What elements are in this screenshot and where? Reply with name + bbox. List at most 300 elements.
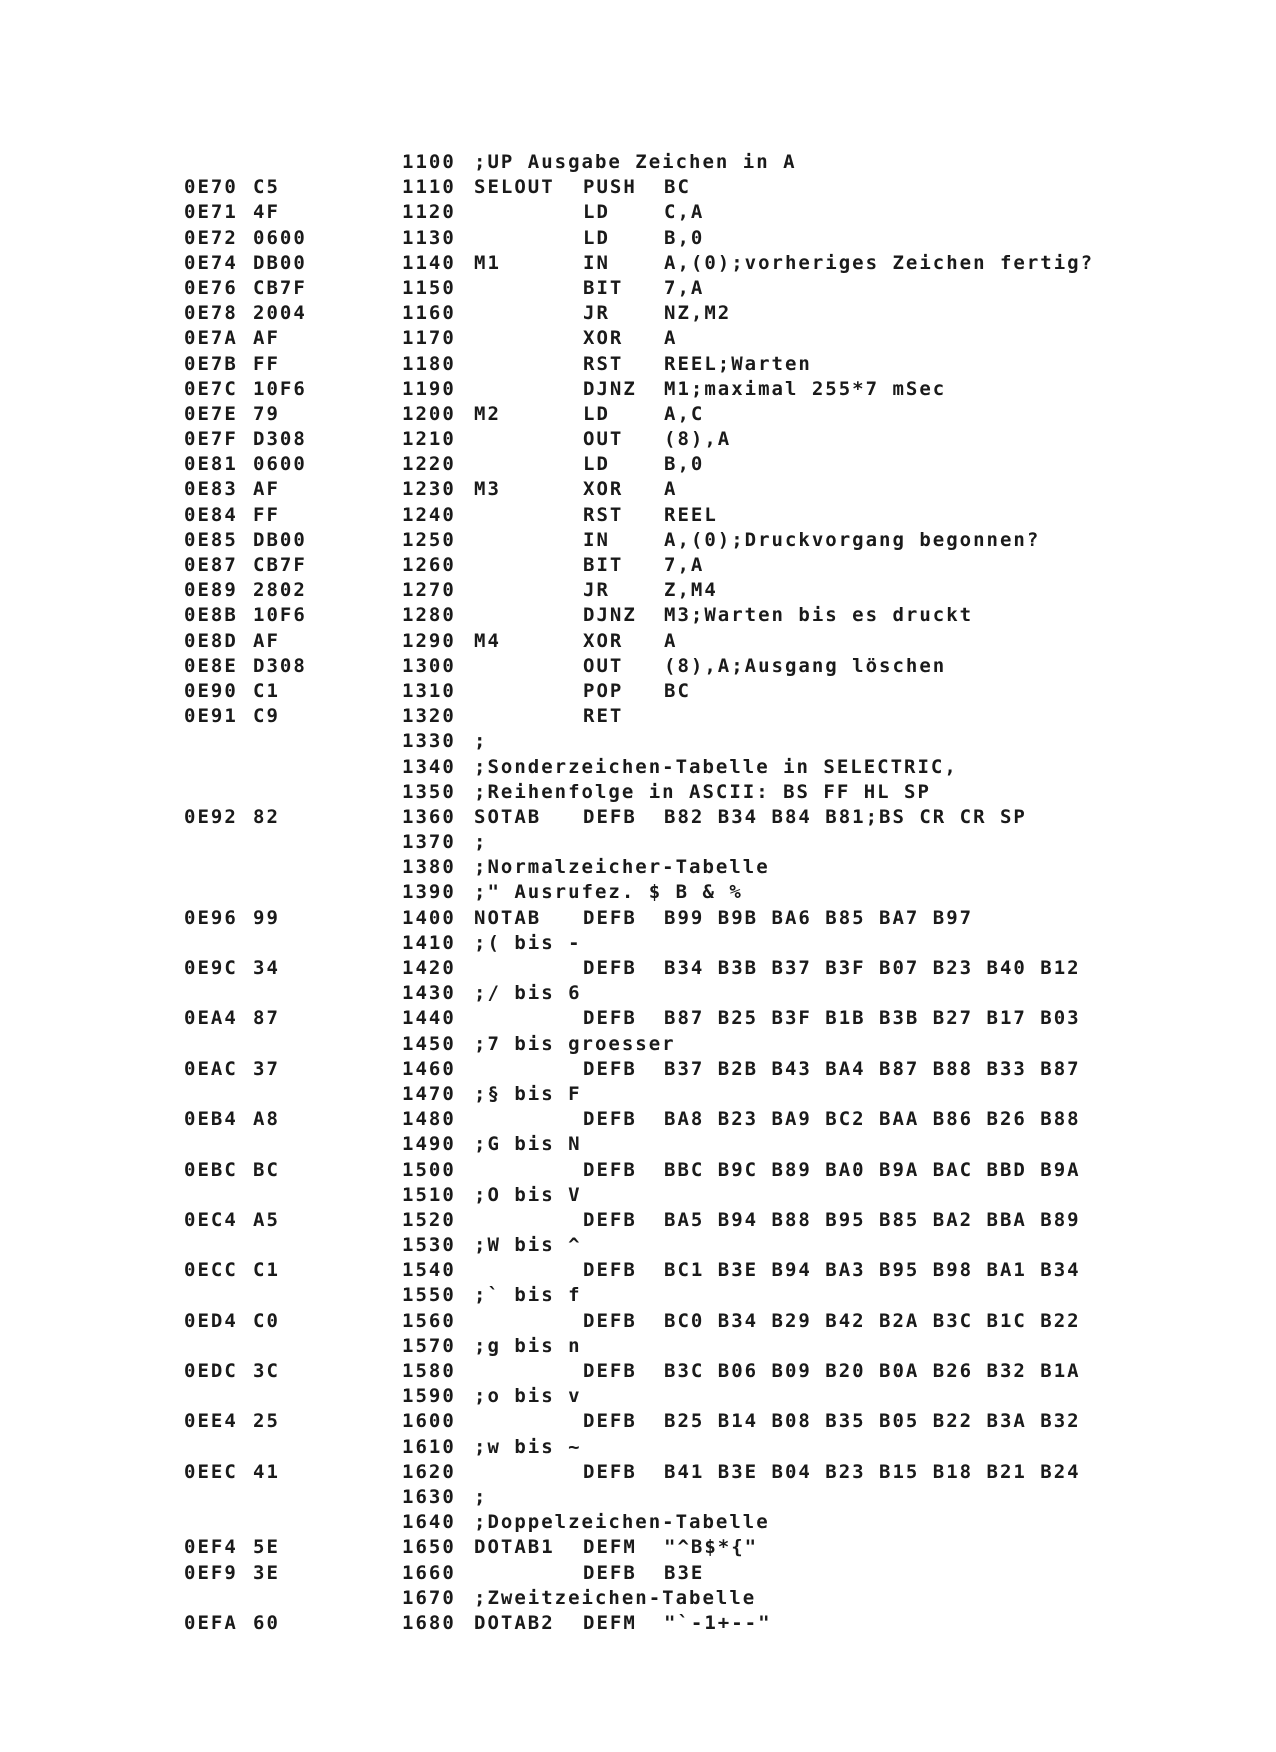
line-number-field: 1140: [402, 251, 456, 274]
machine-code-field: CB7F: [253, 276, 307, 299]
line-number-field: 1280: [402, 604, 456, 627]
comment-field: ;§ bis F: [474, 1082, 582, 1105]
machine-code-field: 4F: [253, 201, 280, 224]
comment-field: ;( bis -: [474, 931, 582, 954]
operand-field: B82 B34 B84 B81;BS CR CR SP: [664, 805, 1027, 828]
listing-line: [0, 1006, 1276, 1031]
operand-field: B34 B3B B37 B3F B07 B23 B40 B12: [664, 957, 1081, 979]
line-number-field: 1330: [402, 730, 456, 753]
listing-line: [0, 1384, 1276, 1409]
listing-line: [0, 1132, 1276, 1157]
machine-code-field: AF: [253, 629, 280, 652]
opcode-field: LD: [583, 226, 610, 249]
listing-line: [0, 377, 1276, 402]
listing-line: [0, 251, 1276, 276]
machine-code-field: AF: [253, 478, 280, 501]
listing-line: [0, 704, 1276, 729]
listing-line: [0, 301, 1276, 326]
opcode-field: DEFB: [583, 1561, 637, 1584]
operand-field: BC0 B34 B29 B42 B2A B3C B1C B22: [664, 1309, 1081, 1332]
opcode-field: XOR: [583, 478, 624, 501]
label-field: M3: [474, 478, 501, 501]
address-field: 0EA4: [184, 1007, 238, 1030]
address-field: 0E90: [184, 679, 238, 702]
operand-field: "^B$*{": [664, 1536, 759, 1559]
operand-field: A: [664, 478, 678, 501]
machine-code-field: 10F6: [253, 377, 307, 400]
machine-code-field: C5: [253, 176, 280, 199]
operand-field: BA8 B23 BA9 BC2 BAA B86 B26 B88: [664, 1108, 1081, 1131]
listing-line: [0, 981, 1276, 1006]
opcode-field: LD: [583, 453, 610, 476]
line-number-field: 1480: [402, 1108, 456, 1131]
operand-field: B99 B9B BA6 B85 BA7 B97: [664, 906, 974, 929]
machine-code-field: 79: [253, 402, 280, 425]
listing-line: [0, 880, 1276, 905]
listing-line: [0, 452, 1276, 477]
machine-code-field: DB00: [253, 528, 307, 551]
opcode-field: IN: [583, 528, 610, 551]
listing-line: [0, 931, 1276, 956]
operand-field: REEL: [664, 503, 718, 526]
listing-line: [0, 805, 1276, 830]
comment-field: ;G bis N: [474, 1133, 582, 1156]
line-number-field: 1260: [402, 554, 456, 576]
machine-code-field: 3E: [253, 1561, 280, 1584]
line-number-field: 1410: [402, 931, 456, 954]
listing-line: [0, 1535, 1276, 1560]
opcode-field: DEFB: [583, 1410, 637, 1433]
address-field: 0EF9: [184, 1561, 238, 1584]
operand-field: BBC B9C B89 BA0 B9A BAC BBD B9A: [664, 1158, 1081, 1181]
comment-field: ;w bis ~: [474, 1435, 582, 1458]
listing-line: [0, 150, 1276, 175]
line-number-field: 1340: [402, 755, 456, 778]
opcode-field: RST: [583, 503, 624, 526]
opcode-field: DEFM: [583, 1536, 637, 1559]
listing-line: [0, 755, 1276, 780]
machine-code-field: 2802: [253, 579, 307, 602]
address-field: 0EE4: [184, 1410, 238, 1433]
listing-line: [0, 1032, 1276, 1057]
listing-line: [0, 729, 1276, 754]
line-number-field: 1580: [402, 1360, 456, 1382]
machine-code-field: BC: [253, 1158, 280, 1181]
listing-line: [0, 1208, 1276, 1233]
opcode-field: LD: [583, 201, 610, 224]
opcode-field: DEFB: [583, 957, 637, 979]
listing-line: [0, 830, 1276, 855]
operand-field: B37 B2B B43 BA4 B87 B88 B33 B87: [664, 1057, 1081, 1080]
assembler-listing: [0, 150, 1276, 1636]
listing-line: [0, 629, 1276, 654]
opcode-field: PUSH: [583, 176, 637, 199]
line-number-field: 1420: [402, 957, 456, 979]
line-number-field: 1130: [402, 226, 456, 249]
operand-field: NZ,M2: [664, 302, 732, 325]
machine-code-field: 5E: [253, 1536, 280, 1559]
address-field: 0E74: [184, 251, 238, 274]
operand-field: B3C B06 B09 B20 B0A B26 B32 B1A: [664, 1360, 1081, 1382]
address-field: 0EBC: [184, 1158, 238, 1181]
address-field: 0E85: [184, 528, 238, 551]
line-number-field: 1220: [402, 453, 456, 476]
listing-line: [0, 1334, 1276, 1359]
address-field: 0E7C: [184, 377, 238, 400]
comment-field: ;Normalzeicher-Tabelle: [474, 856, 770, 879]
comment-field: ;` bis f: [474, 1284, 582, 1307]
operand-field: REEL;Warten: [664, 352, 812, 375]
comment-field: ;g bis n: [474, 1334, 582, 1357]
address-field: 0E91: [184, 705, 238, 728]
listing-line: [0, 1158, 1276, 1183]
line-number-field: 1500: [402, 1158, 456, 1181]
machine-code-field: 82: [253, 805, 280, 828]
operand-field: M1;maximal 255*7 mSec: [664, 377, 947, 400]
address-field: 0E9C: [184, 957, 238, 979]
line-number-field: 1460: [402, 1057, 456, 1080]
listing-line: [0, 1460, 1276, 1485]
line-number-field: 1680: [402, 1611, 456, 1634]
listing-line: [0, 276, 1276, 301]
line-number-field: 1450: [402, 1032, 456, 1055]
listing-line: [0, 1586, 1276, 1611]
listing-line: [0, 553, 1276, 578]
address-field: 0E8E: [184, 654, 238, 677]
line-number-field: 1180: [402, 352, 456, 375]
listing-line: [0, 503, 1276, 528]
comment-field: ;Zweitzeichen-Tabelle: [474, 1586, 757, 1609]
address-field: 0EF4: [184, 1536, 238, 1559]
address-field: 0ED4: [184, 1309, 238, 1332]
machine-code-field: 87: [253, 1007, 280, 1030]
line-number-field: 1440: [402, 1007, 456, 1030]
line-number-field: 1550: [402, 1284, 456, 1307]
comment-field: ;: [474, 730, 488, 753]
machine-code-field: 0600: [253, 226, 307, 249]
line-number-field: 1320: [402, 705, 456, 728]
listing-line: [0, 427, 1276, 452]
line-number-field: 1610: [402, 1435, 456, 1458]
address-field: 0E89: [184, 579, 238, 602]
listing-line: [0, 654, 1276, 679]
address-field: 0EB4: [184, 1108, 238, 1131]
line-number-field: 1600: [402, 1410, 456, 1433]
machine-code-field: D308: [253, 654, 307, 677]
label-field: DOTAB1: [474, 1536, 555, 1559]
opcode-field: DEFB: [583, 1007, 637, 1030]
comment-field: ;Reihenfolge in ASCII: BS FF HL SP: [474, 780, 931, 803]
address-field: 0E70: [184, 176, 238, 199]
machine-code-field: 2004: [253, 302, 307, 325]
operand-field: A: [664, 629, 678, 652]
machine-code-field: C1: [253, 1259, 280, 1282]
listing-line: [0, 1485, 1276, 1510]
listing-line: [0, 1409, 1276, 1434]
comment-field: ;W bis ^: [474, 1234, 582, 1257]
opcode-field: DEFM: [583, 1611, 637, 1634]
line-number-field: 1350: [402, 780, 456, 803]
listing-line: [0, 906, 1276, 931]
listing-line: [0, 402, 1276, 427]
address-field: 0E7E: [184, 402, 238, 425]
operand-field: "`-1+--": [664, 1611, 772, 1634]
address-field: 0E87: [184, 554, 238, 576]
line-number-field: 1590: [402, 1385, 456, 1408]
machine-code-field: CB7F: [253, 554, 307, 576]
address-field: 0EAC: [184, 1057, 238, 1080]
label-field: M2: [474, 402, 501, 425]
line-number-field: 1380: [402, 856, 456, 879]
opcode-field: DEFB: [583, 1309, 637, 1332]
opcode-field: DEFB: [583, 1057, 637, 1080]
machine-code-field: D308: [253, 428, 307, 451]
operand-field: B,0: [664, 453, 705, 476]
line-number-field: 1290: [402, 629, 456, 652]
machine-code-field: A5: [253, 1208, 280, 1231]
address-field: 0E83: [184, 478, 238, 501]
opcode-field: DEFB: [583, 1460, 637, 1483]
machine-code-field: C9: [253, 705, 280, 728]
listing-line: [0, 226, 1276, 251]
opcode-field: DJNZ: [583, 604, 637, 627]
line-number-field: 1120: [402, 201, 456, 224]
line-number-field: 1430: [402, 982, 456, 1005]
address-field: 0ECC: [184, 1259, 238, 1282]
line-number-field: 1470: [402, 1082, 456, 1105]
listing-line: [0, 477, 1276, 502]
opcode-field: DEFB: [583, 906, 637, 929]
opcode-field: DEFB: [583, 1360, 637, 1382]
listing-line: [0, 1082, 1276, 1107]
opcode-field: DEFB: [583, 1208, 637, 1231]
opcode-field: BIT: [583, 276, 624, 299]
line-number-field: 1170: [402, 327, 456, 350]
machine-code-field: C0: [253, 1309, 280, 1332]
address-field: 0EDC: [184, 1360, 238, 1382]
operand-field: C,A: [664, 201, 705, 224]
address-field: 0E76: [184, 276, 238, 299]
opcode-field: JR: [583, 579, 610, 602]
address-field: 0E7B: [184, 352, 238, 375]
machine-code-field: 3C: [253, 1360, 280, 1382]
address-field: 0EC4: [184, 1208, 238, 1231]
listing-line: [0, 1561, 1276, 1586]
opcode-field: IN: [583, 251, 610, 274]
line-number-field: 1560: [402, 1309, 456, 1332]
comment-field: ;: [474, 831, 488, 854]
line-number-field: 1250: [402, 528, 456, 551]
line-number-field: 1670: [402, 1586, 456, 1609]
line-number-field: 1150: [402, 276, 456, 299]
comment-field: ;" Ausrufez. $ B & %: [474, 881, 743, 904]
opcode-field: XOR: [583, 327, 624, 350]
opcode-field: JR: [583, 302, 610, 325]
machine-code-field: 37: [253, 1057, 280, 1080]
listing-line: [0, 352, 1276, 377]
listing-line: [0, 326, 1276, 351]
opcode-field: POP: [583, 679, 624, 702]
line-number-field: 1540: [402, 1259, 456, 1282]
line-number-field: 1510: [402, 1183, 456, 1206]
comment-field: ;: [474, 1485, 488, 1508]
comment-field: ;Sonderzeichen-Tabelle in SELECTRIC,: [474, 755, 958, 778]
address-field: 0EFA: [184, 1611, 238, 1634]
operand-field: B,0: [664, 226, 705, 249]
listing-line: [0, 200, 1276, 225]
listing-line: [0, 1611, 1276, 1636]
opcode-field: RET: [583, 705, 624, 728]
opcode-field: OUT: [583, 428, 624, 451]
opcode-field: BIT: [583, 554, 624, 576]
listing-line: [0, 1359, 1276, 1384]
machine-code-field: 34: [253, 957, 280, 979]
listing-line: [0, 175, 1276, 200]
opcode-field: DJNZ: [583, 377, 637, 400]
listing-line: [0, 855, 1276, 880]
operand-field: A: [664, 327, 678, 350]
line-number-field: 1640: [402, 1511, 456, 1534]
line-number-field: 1200: [402, 402, 456, 425]
line-number-field: 1230: [402, 478, 456, 501]
line-number-field: 1400: [402, 906, 456, 929]
label-field: M4: [474, 629, 501, 652]
listing-line: [0, 679, 1276, 704]
operand-field: A,(0);vorheriges Zeichen fertig?: [664, 251, 1095, 274]
line-number-field: 1240: [402, 503, 456, 526]
operand-field: BC: [664, 176, 691, 199]
line-number-field: 1110: [402, 176, 456, 199]
operand-field: BC: [664, 679, 691, 702]
line-number-field: 1620: [402, 1460, 456, 1483]
operand-field: A,C: [664, 402, 705, 425]
listing-line: [0, 528, 1276, 553]
operand-field: A,(0);Druckvorgang begonnen?: [664, 528, 1041, 551]
label-field: SOTAB: [474, 805, 542, 828]
line-number-field: 1270: [402, 579, 456, 602]
line-number-field: 1300: [402, 654, 456, 677]
machine-code-field: FF: [253, 503, 280, 526]
opcode-field: XOR: [583, 629, 624, 652]
line-number-field: 1360: [402, 805, 456, 828]
address-field: 0EEC: [184, 1460, 238, 1483]
line-number-field: 1490: [402, 1133, 456, 1156]
address-field: 0E96: [184, 906, 238, 929]
opcode-field: DEFB: [583, 1108, 637, 1131]
listing-line: [0, 956, 1276, 981]
line-number-field: 1310: [402, 679, 456, 702]
listing-line: [0, 603, 1276, 628]
machine-code-field: 25: [253, 1410, 280, 1433]
listing-line: [0, 1258, 1276, 1283]
machine-code-field: 60: [253, 1611, 280, 1634]
label-field: NOTAB: [474, 906, 542, 929]
listing-line: [0, 1183, 1276, 1208]
address-field: 0E8D: [184, 629, 238, 652]
comment-field: ;UP Ausgabe Zeichen in A: [474, 151, 797, 173]
line-number-field: 1570: [402, 1334, 456, 1357]
line-number-field: 1160: [402, 302, 456, 325]
line-number-field: 1520: [402, 1208, 456, 1231]
comment-field: ;o bis v: [474, 1385, 582, 1408]
opcode-field: RST: [583, 352, 624, 375]
address-field: 0E7F: [184, 428, 238, 451]
line-number-field: 1530: [402, 1234, 456, 1257]
opcode-field: DEFB: [583, 805, 637, 828]
operand-field: 7,A: [664, 276, 705, 299]
operand-field: Z,M4: [664, 579, 718, 602]
opcode-field: OUT: [583, 654, 624, 677]
address-field: 0E92: [184, 805, 238, 828]
operand-field: (8),A: [664, 428, 732, 451]
operand-field: B3E: [664, 1561, 705, 1584]
operand-field: 7,A: [664, 554, 705, 576]
comment-field: ;/ bis 6: [474, 982, 582, 1005]
machine-code-field: C1: [253, 679, 280, 702]
listing-line: [0, 1233, 1276, 1258]
operand-field: (8),A;Ausgang löschen: [664, 654, 947, 677]
label-field: M1: [474, 251, 501, 274]
label-field: DOTAB2: [474, 1611, 555, 1634]
line-number-field: 1650: [402, 1536, 456, 1559]
line-number-field: 1660: [402, 1561, 456, 1584]
address-field: 0E71: [184, 201, 238, 224]
line-number-field: 1630: [402, 1485, 456, 1508]
listing-line: [0, 780, 1276, 805]
machine-code-field: DB00: [253, 251, 307, 274]
address-field: 0E84: [184, 503, 238, 526]
opcode-field: LD: [583, 402, 610, 425]
address-field: 0E7A: [184, 327, 238, 350]
line-number-field: 1210: [402, 428, 456, 451]
line-number-field: 1100: [402, 151, 456, 173]
operand-field: B25 B14 B08 B35 B05 B22 B3A B32: [664, 1410, 1081, 1433]
address-field: 0E8B: [184, 604, 238, 627]
line-number-field: 1190: [402, 377, 456, 400]
comment-field: ;Doppelzeichen-Tabelle: [474, 1511, 770, 1534]
listing-line: [0, 1510, 1276, 1535]
operand-field: B87 B25 B3F B1B B3B B27 B17 B03: [664, 1007, 1081, 1030]
operand-field: M3;Warten bis es druckt: [664, 604, 974, 627]
line-number-field: 1390: [402, 881, 456, 904]
machine-code-field: 41: [253, 1460, 280, 1483]
listing-line: [0, 1283, 1276, 1308]
machine-code-field: 0600: [253, 453, 307, 476]
operand-field: BC1 B3E B94 BA3 B95 B98 BA1 B34: [664, 1259, 1081, 1282]
machine-code-field: 10F6: [253, 604, 307, 627]
operand-field: B41 B3E B04 B23 B15 B18 B21 B24: [664, 1460, 1081, 1483]
listing-line: [0, 1309, 1276, 1334]
machine-code-field: A8: [253, 1108, 280, 1131]
listing-line: [0, 1107, 1276, 1132]
label-field: SELOUT: [474, 176, 555, 199]
listing-line: [0, 578, 1276, 603]
comment-field: ;O bis V: [474, 1183, 582, 1206]
address-field: 0E72: [184, 226, 238, 249]
comment-field: ;7 bis groesser: [474, 1032, 676, 1055]
address-field: 0E81: [184, 453, 238, 476]
address-field: 0E78: [184, 302, 238, 325]
machine-code-field: AF: [253, 327, 280, 350]
listing-line: [0, 1435, 1276, 1460]
machine-code-field: 99: [253, 906, 280, 929]
operand-field: BA5 B94 B88 B95 B85 BA2 BBA B89: [664, 1208, 1081, 1231]
machine-code-field: FF: [253, 352, 280, 375]
opcode-field: DEFB: [583, 1158, 637, 1181]
line-number-field: 1370: [402, 831, 456, 854]
listing-line: [0, 1057, 1276, 1082]
opcode-field: DEFB: [583, 1259, 637, 1282]
